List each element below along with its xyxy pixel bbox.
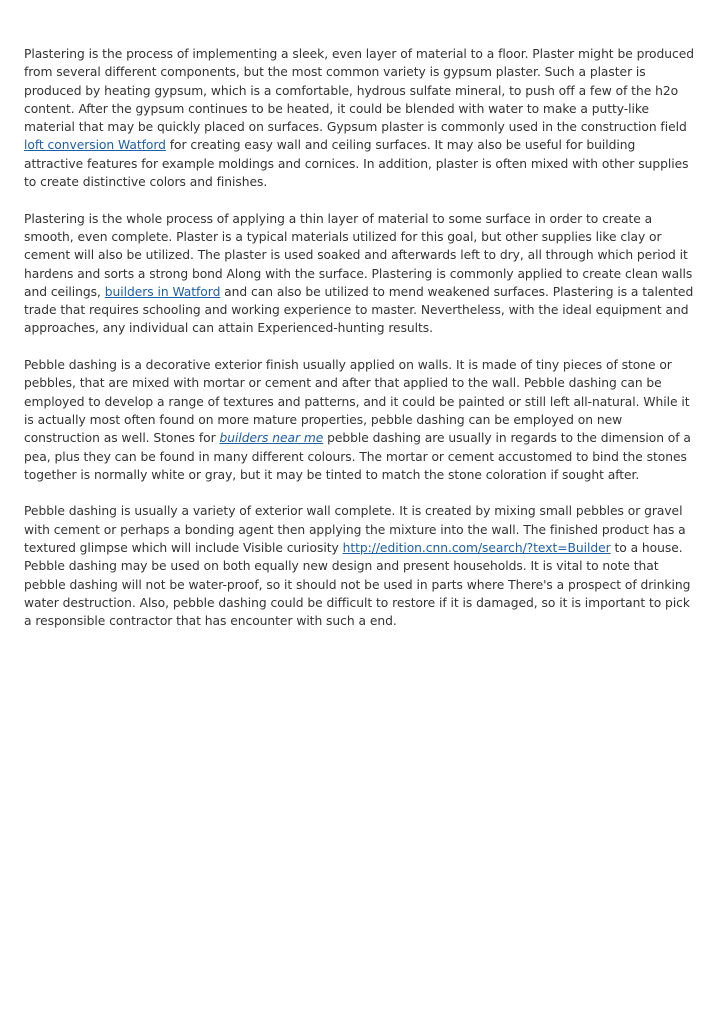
link-builders-in-watford[interactable]: builders in Watford — [104, 284, 221, 299]
link-cnn-search-builder[interactable]: http://edition.cnn.com/search/?text=Builder — [342, 541, 611, 556]
paragraph-text: for creating easy wall and ceiling surfaces. It may also be useful for building attractive features for example moldings and cornices. In addition, plaster is often mixed with other supplies to create distinctive colors and finishes. — [24, 138, 689, 190]
paragraph-text: and can also be utilized to mend weakened surfaces. Plastering is a talented trade that requires schooling and working experience to master. Nevertheless, with the ideal equipment and approaches, any individual can attain Experienced-hunting results. — [24, 284, 694, 336]
link-loft-conversion-watford[interactable]: loft conversion Watford — [24, 138, 166, 153]
paragraph-pebble-dashing-decorative — [24, 356, 696, 484]
paragraph-plastering-process — [24, 210, 696, 338]
paragraph-pebble-dashing-exterior — [24, 502, 696, 630]
link-builders-near-me[interactable]: builders near me — [219, 431, 324, 446]
document-body — [24, 45, 696, 649]
paragraph-plastering-intro — [24, 45, 696, 191]
paragraph-text: to a house. Pebble dashing may be used on both equally new design and present households. It is vital to note that pebble dashing will not be water-proof, so it should not be used in parts where There's a prospect of drinking water destruction. Also, pebble dashing could be difficult to restore if it is damaged, so it is important to pick a responsible contractor that has encounter with such a end. — [24, 541, 691, 629]
paragraph-text: pebble dashing are usually in regards to the dimension of a pea, plus they can be found in many different colours. The mortar or cement accustomed to bind the stones together is normally white or gray, but it may be tinted to match the stone coloration if sought after. — [24, 431, 691, 482]
paragraph-text: Plastering is the whole process of applying a thin layer of material to some surface in order to create a smooth, even complete. Plaster is a typical materials utilized for this goal, but other supplies like clay or cement will also be utilized. The plaster is used soaked and afterwards left to dry, all through which period it hardens and sorts a strong bond Along with the surface. Plastering is commonly applied to create clean walls and ceilings, — [24, 211, 693, 299]
paragraph-text: Plastering is the process of implementing a sleek, even layer of material to a floor. Plaster might be produced from several different components, but the most common variety is gypsum plaster. Such a plaster is produced by heating gypsum, which is a comfortable, hydrous sulfate mineral, to push off a few of the h2o content. After the gypsum continues to be heated, it could be blended with water to make a putty-like material that may be quickly placed on surfaces. Gypsum plaster is commonly used in the construction field — [24, 47, 695, 135]
paragraph-text: Pebble dashing is usually a variety of exterior wall complete. It is created by mixing small pebbles or gravel with cement or perhaps a bonding agent then applying the mixture into the wall. The finished product has a textured glimpse which will include Visible curiosity — [24, 504, 686, 556]
paragraph-text: Pebble dashing is a decorative exterior finish usually applied on walls. It is made of tiny pieces of stone or pebbles, that are mixed with mortar or cement and after that applied to the wall. Pebble dashing can be employed to develop a range of textures and patterns, and it could be painted or still left all-natural. While it is actually most often found on more mature properties, pebble dashing can be employed on new construction as well. Stones for — [24, 358, 690, 446]
